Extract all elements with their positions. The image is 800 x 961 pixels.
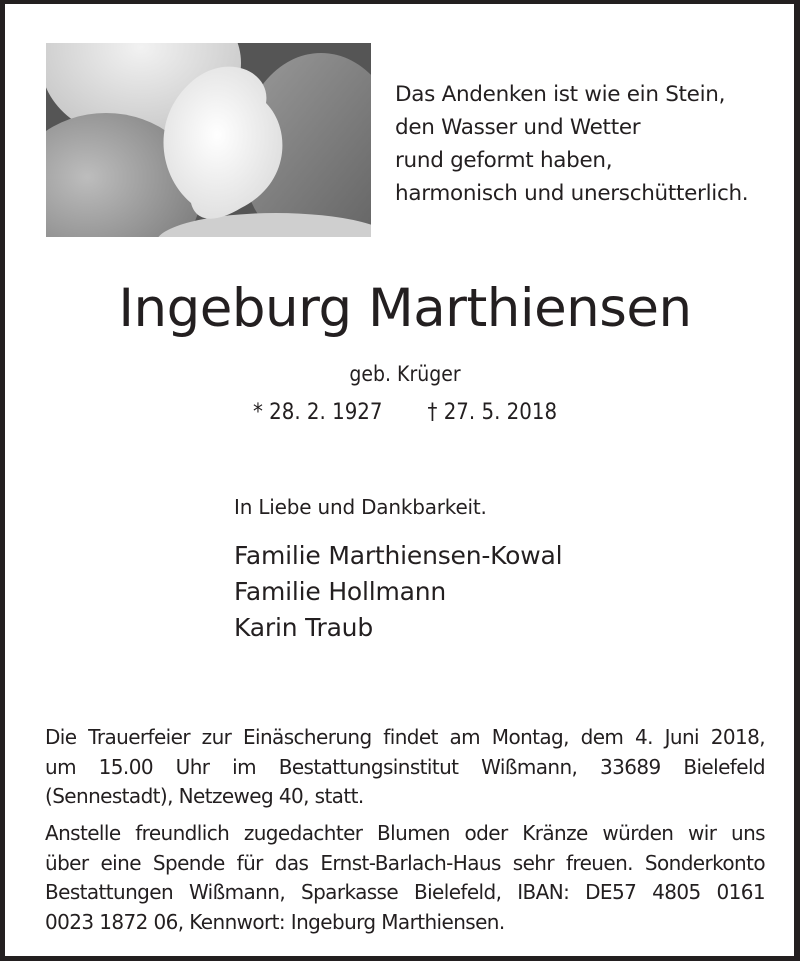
donation-info-line: 0023 1872 06, Kennwort: Ingeburg Marthiensen. <box>45 909 505 934</box>
mourner-name: Familie Hollmann <box>234 577 447 606</box>
mourner-name: Familie Marthiensen-Kowal <box>234 541 563 570</box>
funeral-info <box>45 723 765 812</box>
quote-line: den Wasser und Wetter <box>395 115 641 140</box>
donation-info-line: über eine Spende für das Ernst-Barlach-Haus sehr freuen. Sonderkonto <box>45 850 765 875</box>
birth-date: 28. 2. 1927 <box>269 400 383 425</box>
death-date: 27. 5. 2018 <box>443 400 558 425</box>
donation-info-line: Anstelle freundlich zugedachter Blumen oder Kränze würden wir uns <box>45 821 765 845</box>
donation-info <box>45 819 765 937</box>
deceased-name: Ingeburg Marthiensen <box>118 278 692 339</box>
funeral-info-line: Die Trauerfeier zur Einäscherung findet am Montag, dem 4. Juni 2018, <box>45 725 765 749</box>
quote-line: harmonisch und unerschütterlich. <box>395 181 749 206</box>
birth-name: geb. Krüger <box>349 362 461 386</box>
mourners-list <box>234 538 562 646</box>
heart-stone-image <box>46 43 371 237</box>
funeral-info-line: (Sennestadt), Netzeweg 40, statt. <box>45 784 364 808</box>
life-dates <box>45 397 765 429</box>
donation-info-line: Bestattungen Wißmann, Sparkasse Bielefeld, IBAN: DE57 4805 0161 <box>45 880 765 904</box>
quote-line: Das Andenken ist wie ein Stein, <box>395 82 726 107</box>
mourners-intro: In Liebe und Dankbarkeit. <box>234 495 487 519</box>
heart-stone-photo <box>46 43 371 237</box>
memorial-quote <box>395 78 748 210</box>
funeral-info-line: um 15.00 Uhr im Bestattungsinstitut Wißmann, 33689 Bielefeld <box>45 754 765 779</box>
quote-line: rund geformt haben, <box>395 148 613 173</box>
mourner-name: Karin Traub <box>234 613 373 642</box>
birth-star-icon: * <box>252 400 263 425</box>
death-cross-icon: † <box>427 400 438 425</box>
